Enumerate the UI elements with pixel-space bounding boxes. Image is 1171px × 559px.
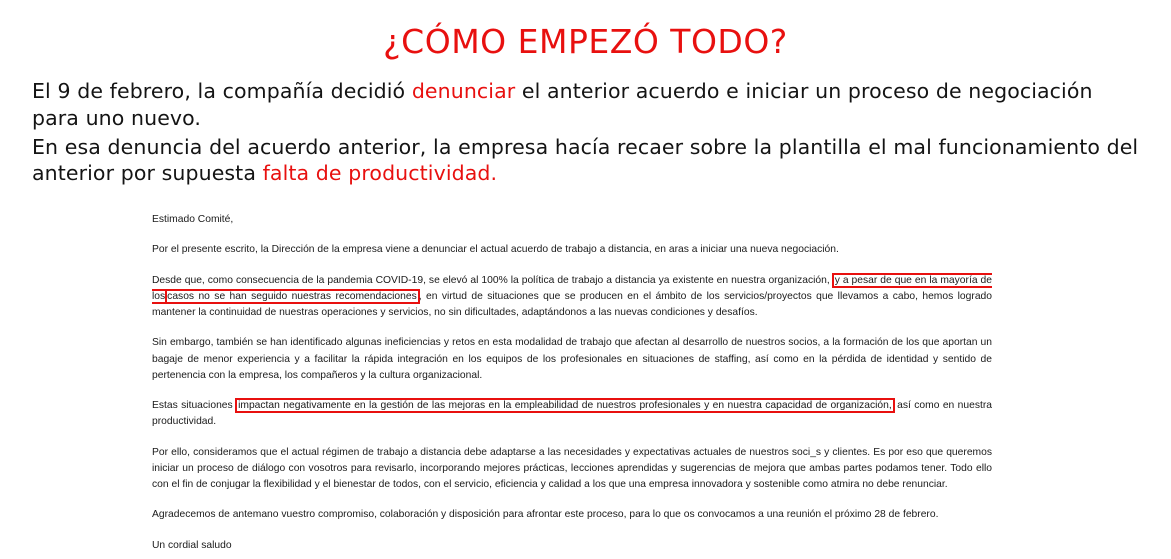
letter-document (152, 212, 992, 554)
intro-line-1-highlight: denunciar (411, 79, 516, 104)
letter-greeting: Estimado Comité, (152, 214, 234, 225)
letter-highlight-box-1a: y a pesar de que en la mayoría de los (152, 274, 992, 302)
letter-paragraph-5: Por ello, consideramos que el actual régimen de trabajo a distancia debe adaptarse a las necesidades y expectativas actuales de nuestros soci_s y clientes. Es por eso que queremos iniciar un proceso de diálogo con vosotros para revisarlo, incorporando mejores prácticas, lecciones aprendidas y sugerencias de mejora que ambas partes podamos tener. Todo ello con el fin de conjugar la flexibilidad y el bienestar de todos, con el servicio, eficiencia y calidad a los que una empresa innovadora y sostenible como atmira no debe renunciar. (152, 446, 992, 491)
letter-paragraph-4-text-a: Estas situaciones (152, 400, 237, 412)
intro-line-2-highlight: falta de productividad. (262, 161, 498, 186)
letter-paragraph-6: Agradecemos de antemano vuestro compromiso, colaboración y disposición para afrontar este proceso, para lo que os convocamos a una reunión el próximo 28 de febrero. (152, 509, 939, 521)
letter-paragraph-4-text-b: así como en nuestra productividad. (152, 400, 993, 428)
page-title: ¿CÓMO EMPEZÓ TODO? (383, 22, 788, 61)
letter-paragraph-3: Sin embargo, también se han identificado algunas ineficiencias y retos en esta modalidad de trabajo que afectan al desarrollo de nuestros socios, a la formación de los que aportan un bagaje de menor experiencia y a facilitar la rápida integración en los equipos de los profesionales en situaciones de staffing, así como en la pérdida de identidad y sentido de pertenencia con la empresa, los compañeros y la cultura organizacional. (152, 337, 992, 381)
slide-canvas (0, 24, 1171, 559)
letter-closing: Un cordial saludo (152, 539, 232, 551)
letter-paragraph-2-text-a: Desde que, como consecuencia de la pandemia COVID-19, se elevó al 100% la política de trabajo a distancia ya existente en nuestra organización, (152, 274, 833, 286)
letter-paragraph-2 (152, 273, 992, 322)
letter-highlight-box-1b: casos no se han seguido nuestras recomendaciones (167, 290, 417, 302)
intro-line-1-part-2: el anterior acuerdo e iniciar un proceso de negociación para uno nuevo. (32, 79, 1093, 130)
letter-paragraph-4 (152, 398, 992, 431)
letter-highlight-box-2: impactan negativamente en la gestión de las mejoras en la empleabilidad de nuestros profesionales y en nuestra capacidad de organización, (238, 400, 892, 412)
intro-line-1-part-1: El 9 de febrero, la compañía decidió (32, 79, 412, 104)
intro-line-2 (32, 134, 1139, 187)
intro-line-2-part-1: En esa denuncia del acuerdo anterior, la empresa hacía recaer sobre la plantilla el mal funcionamiento del anterior por supuesta (32, 134, 1139, 186)
letter-paragraph-2-text-b: , en virtud de situaciones que se producen en el ámbito de los servicios/proyectos que llevamos a cabo, hemos logrado mantener la continuidad de nuestras operaciones y servicios, no sin dificultades, adaptándonos a las nuevas condiciones y desafíos. (152, 290, 992, 319)
intro-line-1 (32, 78, 1139, 131)
letter-paragraph-1: Por el presente escrito, la Dirección de la empresa viene a denunciar el actual acuerdo de trabajo a distancia, en aras a iniciar una nueva negociación. (152, 244, 839, 256)
intro-text-block (32, 78, 1139, 187)
